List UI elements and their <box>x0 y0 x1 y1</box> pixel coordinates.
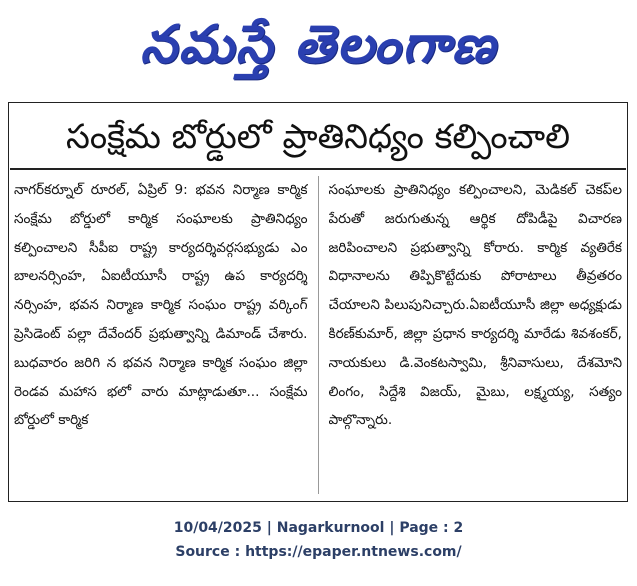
footer-meta: 10/04/2025 | Nagarkurnool | Page : 2 <box>173 520 464 536</box>
masthead <box>0 6 637 84</box>
column-divider <box>318 176 319 494</box>
article-headline: సంక్షేమ బోర్డులో ప్రాతినిధ్యం కల్పించాలి <box>10 106 626 170</box>
article-body <box>14 176 622 494</box>
footer <box>0 516 637 564</box>
newspaper-logo: నమస్తే తెలంగాణ <box>140 15 497 75</box>
footer-source: Source : https://epaper.ntnews.com/ <box>175 544 462 560</box>
article-column-left: నాగర్‌కర్నూల్ రూరల్, ఏప్రిల్ 9: భవన నిర్మాణ కార్మిక సంక్షేమ బోర్డులో కార్మిక సంఘాలకు ప్రాతినిధ్యం కల్పించాలని సీపీఐ రాష్ట్ర కార్యదర్శివర్గసభ్యుడు ఎం బాలనర్సింహ, ఏఐటీయూసీ రాష్ట్ర ఉప కార్యదర్శి నర్సింహ, భవన నిర్మాణ కార్మిక సంఘం రాష్ట్ర వర్కింగ్ ప్రెసిడెంట్ పల్లా దేవేందర్ ప్రభుత్వాన్ని డిమాండ్ చేశారు. బుధవారం జరిగి న భవన నిర్మాణ కార్మిక సంఘం జిల్లా రెండవ మహాస భలో వారు మాట్లాడుతూ... సంక్షేమ బోర్డులో కార్మిక <box>14 182 308 429</box>
article-column-right: సంఘాలకు ప్రాతినిధ్యం కల్పించాలని, మెడికల్ చెకప్‌ల పేరుతో జరుగుతున్న ఆర్థిక దోపిడీపై విచారణ జరిపించాలని ప్రభుత్వాన్ని కోరారు. కార్మిక వ్యతిరేక విధానాలను తిప్పికొట్టేదుకు పోరాటాలు తీవ్రతరం చేయాలని పిలుపునిచ్చారు.ఏఐటీయూసీ జిల్లా అధ్యక్షుడు కిరణ్‌కుమార్, జిల్లా ప్రధాన కార్యదర్శి మారేడు శివశంకర్, నాయకులు డి.వెంకటస్వామి, శ్రీనివాసులు, దేశమోని లింగం, సిద్దేశి విజయ్, మైబు, లక్ష్మయ్య, సత్యం పాల్గొన్నారు. <box>328 182 622 429</box>
